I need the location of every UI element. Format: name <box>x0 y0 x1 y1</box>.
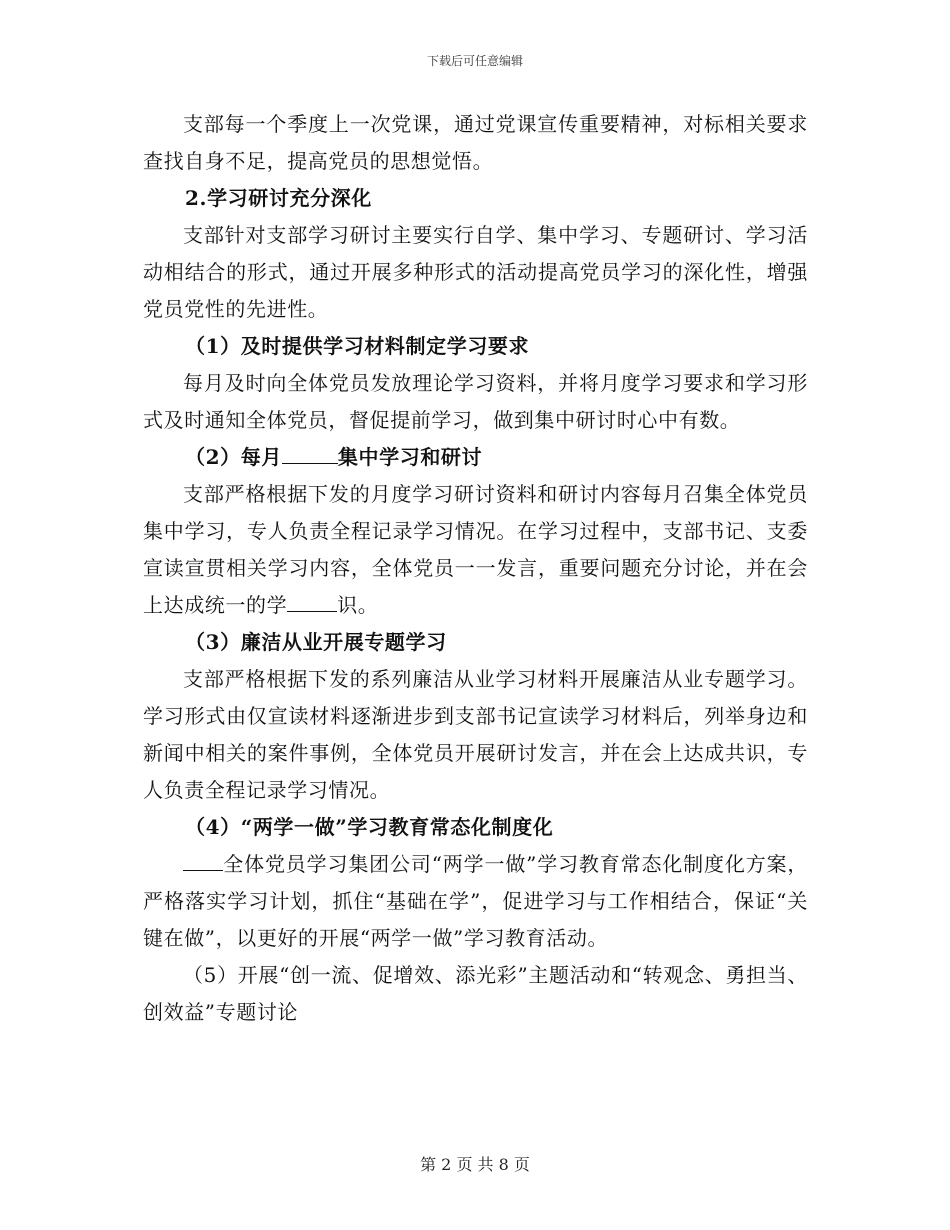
heading-monthly-study <box>143 439 808 476</box>
document-body <box>143 106 808 1031</box>
page-footer: 第 2 页 共 8 页 <box>420 1155 530 1174</box>
paragraph-two-studies <box>143 846 808 957</box>
page-header: 下载后可任意编辑 <box>426 54 523 68</box>
paragraph-themed-activities: （5）开展“创一流、促增效、添光彩”主题活动和“转观念、勇担当、创效益”专题讨论 <box>143 963 808 1024</box>
heading-two-studies: （4）“两学一做”学习教育常态化制度化 <box>185 815 554 839</box>
paragraph-two-studies-text: 全体党员学习集团公司“两学一做”学习教育常态化制度化方案，严格落实学习计划，抓住“基础在学”，促进学习与工作相结合，保证“关键在做”，以更好的开展“两学一做”学习教育活动。 <box>143 852 808 950</box>
heading-provide-materials: （1）及时提供学习材料制定学习要求 <box>185 334 530 358</box>
paragraph-monthly-materials: 每月及时向全体党员发放理论学习资料，并将月度学习要求和学习形式及时通知全体党员，督促提前学习，做到集中研讨时心中有数。 <box>143 371 808 432</box>
heading-monthly-study-prefix: （2）每月 <box>185 445 282 469</box>
blank-underline <box>287 593 337 612</box>
paragraph-integrity-study: 支部严格根据下发的系列廉洁从业学习材料开展廉洁从业专题学习。学习形式由仅宣读材料逐渐进步到支部书记宣读学习材料后，列举身边和新闻中相关的案件事例，全体党员开展研讨发言，并在会上达成共识，专人负责全程记录学习情况。 <box>143 667 808 802</box>
paragraph-collective-study <box>143 476 808 624</box>
heading-monthly-study-suffix: 集中学习和研讨 <box>337 445 483 469</box>
blank-underline <box>183 852 223 871</box>
heading-integrity-study: （3）廉洁从业开展专题学习 <box>185 630 447 654</box>
paragraph-study-forms: 支部针对支部学习研讨主要实行自学、集中学习、专题研讨、学习活动相结合的形式，通过开展多种形式的活动提高党员学习的深化性，增强党员党性的先进性。 <box>143 223 808 321</box>
paragraph-party-lecture: 支部每一个季度上一次党课，通过党课宣传重要精神，对标相关要求查找自身不足，提高党员的思想觉悟。 <box>143 112 808 173</box>
paragraph-collective-study-end: 识。 <box>337 593 379 617</box>
blank-underline <box>282 445 338 464</box>
heading-study-discussion: 2.学习研讨充分深化 <box>185 186 372 210</box>
paragraph-collective-study-text: 支部严格根据下发的月度学习研讨资料和研讨内容每月召集全体党员集中学习，专人负责全程记录学习情况。在学习过程中，支部书记、支委宣读宣贯相关学习内容，全体党员一一发言，重要问题充分讨论，并在会上达成统一的学 <box>143 482 808 617</box>
